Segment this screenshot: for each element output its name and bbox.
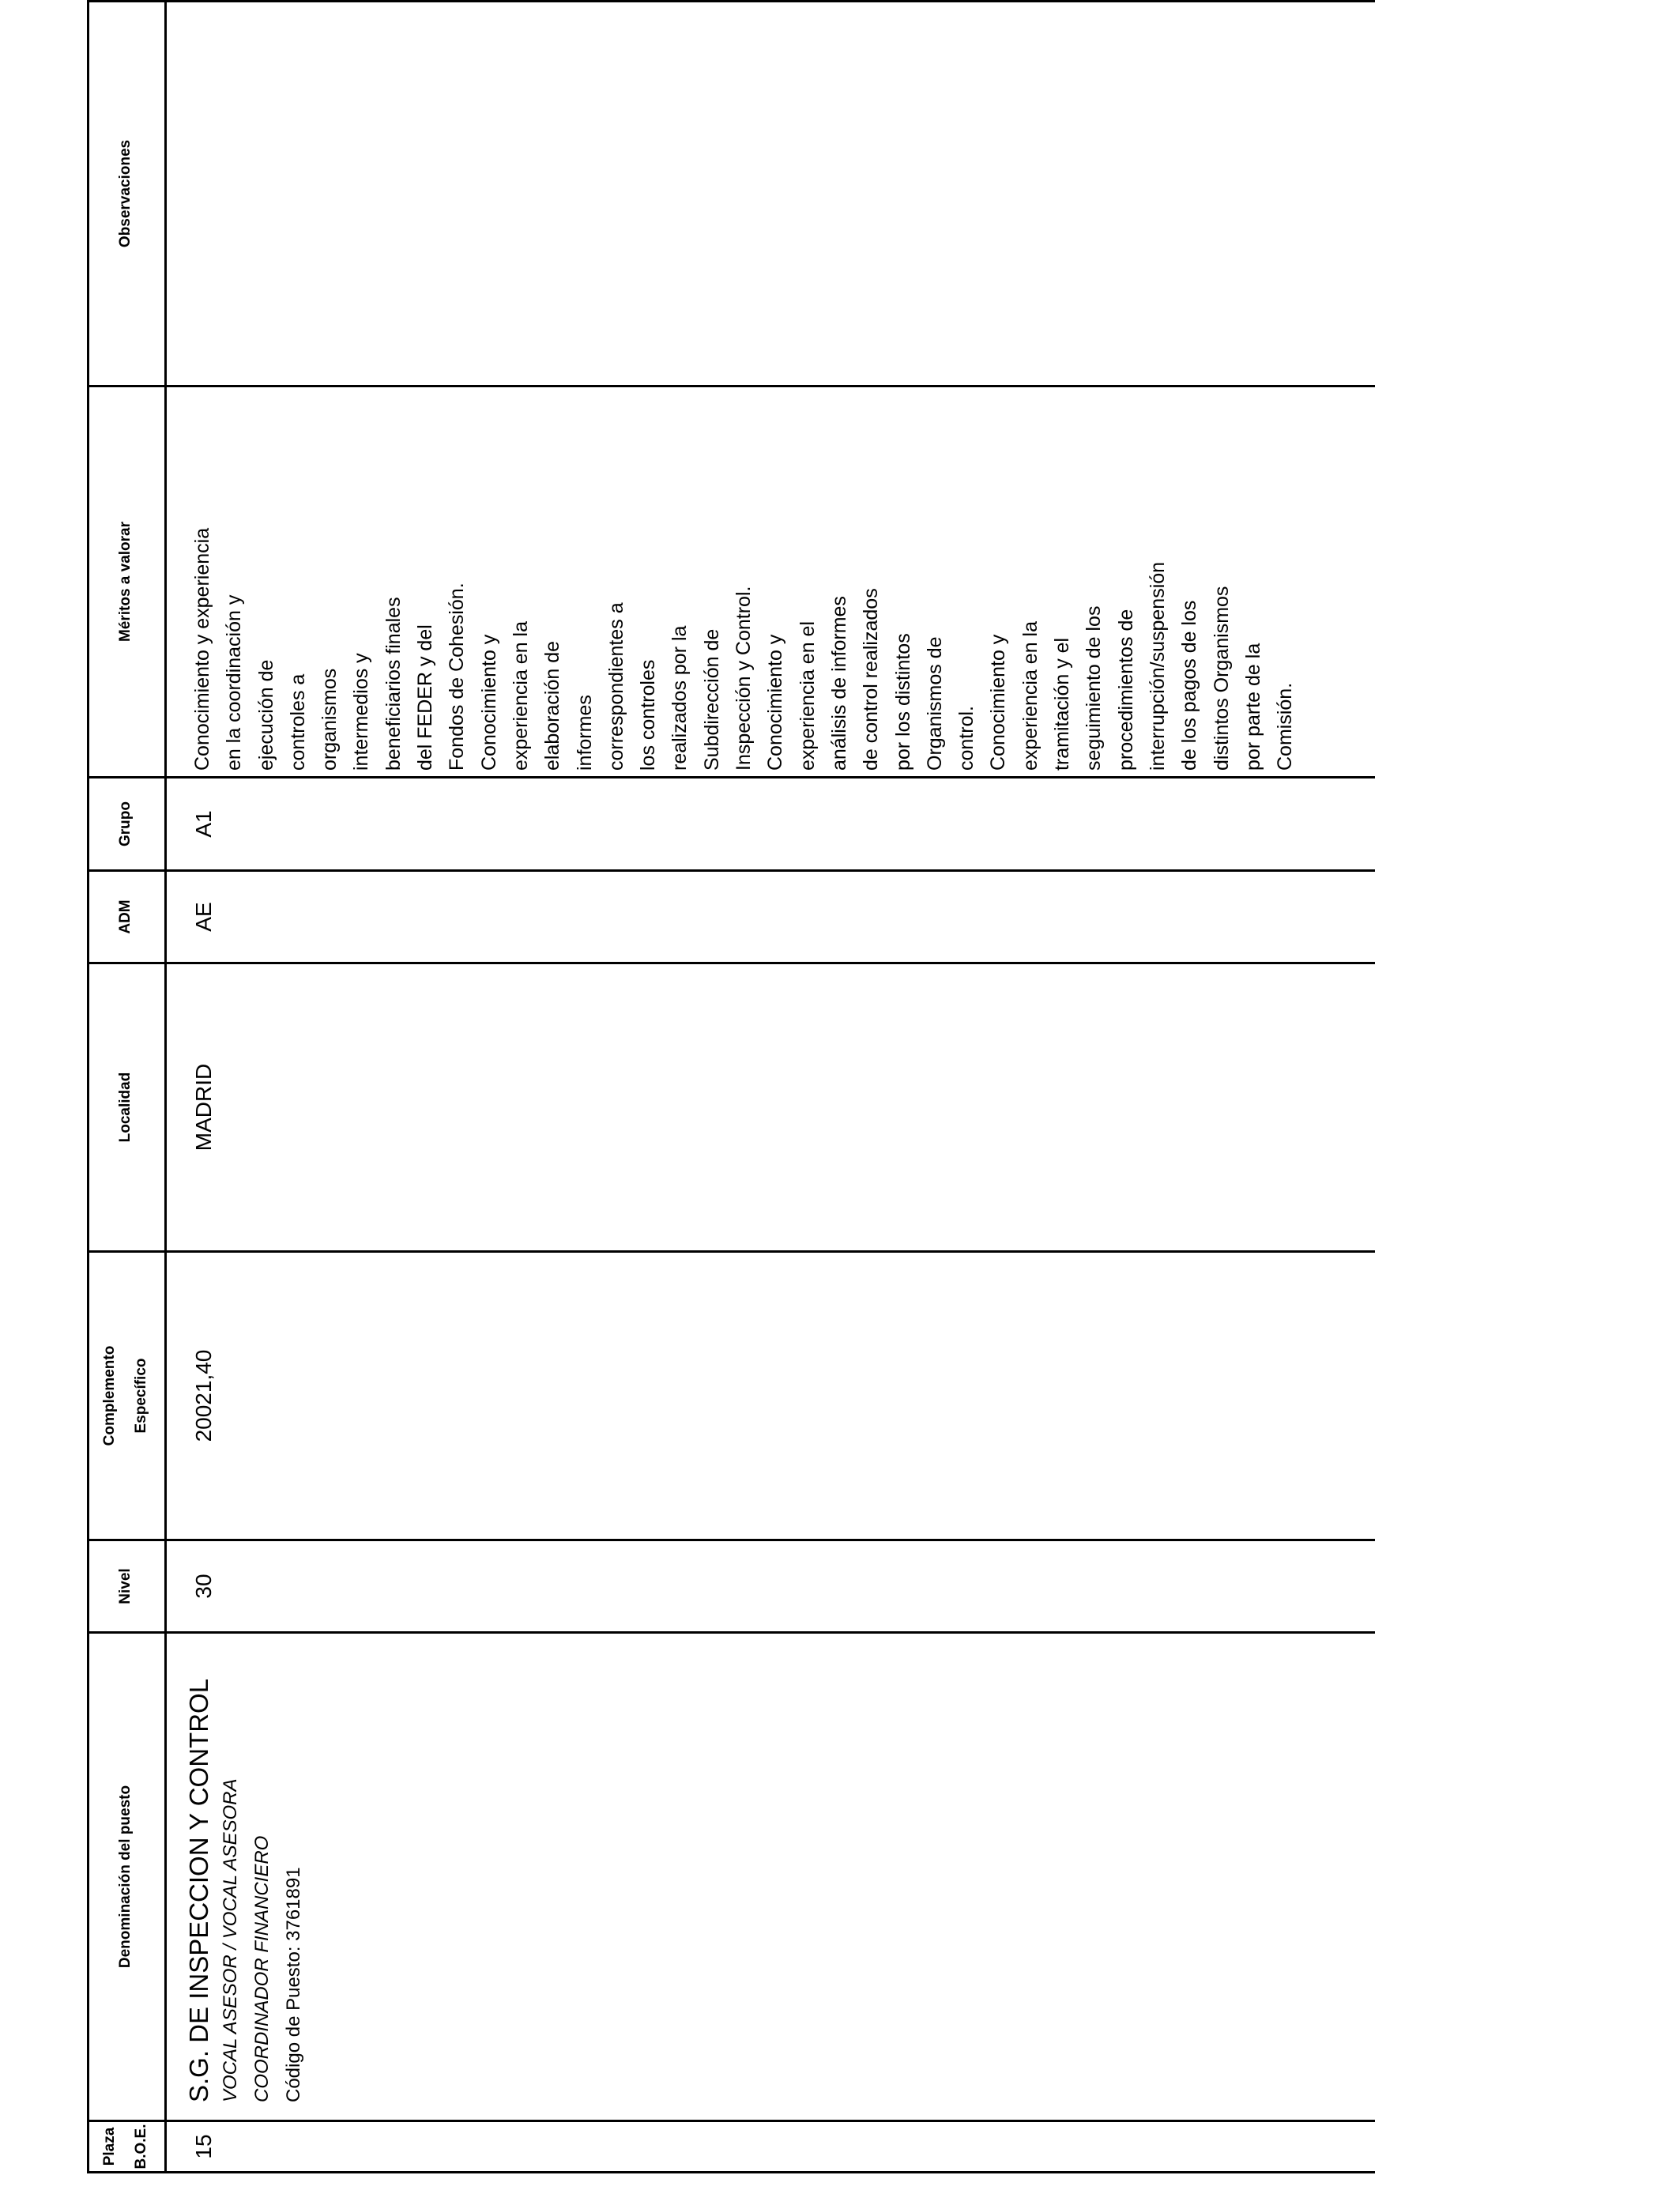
meritos-line: en la coordinación y bbox=[223, 594, 246, 771]
header-nivel bbox=[87, 1541, 164, 1631]
cell-localidad: MADRID bbox=[191, 1063, 216, 1152]
cell-complemento: 20021,40 bbox=[191, 1349, 216, 1442]
meritos-line: Organismos de bbox=[923, 636, 946, 771]
header-meritos-label: Méritos a valorar bbox=[117, 521, 134, 643]
col-divider-plaza bbox=[87, 2120, 1375, 2122]
col-divider-denominacion bbox=[87, 1631, 1375, 1634]
meritos-line: realizados por la bbox=[669, 625, 691, 771]
meritos-line: de los pagos de los bbox=[1178, 600, 1201, 771]
header-complemento-line1: Complemento bbox=[101, 1345, 118, 1446]
header-adm-label: ADM bbox=[117, 899, 134, 934]
cell-adm: AE bbox=[191, 902, 216, 932]
meritos-line: organismos bbox=[318, 668, 341, 771]
header-observaciones bbox=[87, 2, 164, 385]
cell-denominacion bbox=[183, 1636, 310, 2102]
meritos-line: experiencia en la bbox=[1019, 620, 1042, 771]
meritos-line: Inspección y Control. bbox=[733, 586, 755, 771]
col-divider-adm bbox=[87, 869, 1375, 872]
meritos-line: ejecución de bbox=[254, 659, 277, 771]
meritos-line: Conocimiento y bbox=[987, 634, 1010, 771]
meritos-line: de control realizados bbox=[860, 588, 883, 771]
puesto-line2: COORDINADOR FINANCIERO bbox=[251, 1835, 273, 2102]
meritos-line: controles a bbox=[286, 673, 309, 771]
header-meritos bbox=[87, 387, 164, 776]
header-localidad-label: Localidad bbox=[117, 1072, 134, 1143]
col-divider-localidad bbox=[87, 962, 1375, 964]
cell-nivel: 30 bbox=[191, 1574, 216, 1599]
meritos-line: Conocimiento y bbox=[477, 634, 500, 771]
col-divider-meritos bbox=[87, 385, 1375, 387]
meritos-line: seguimiento de los bbox=[1083, 605, 1106, 771]
meritos-line: Fondos de Cohesión. bbox=[446, 582, 469, 771]
cell-meritos bbox=[186, 390, 1301, 771]
meritos-line: análisis de informes bbox=[827, 596, 850, 771]
meritos-line: procedimientos de bbox=[1114, 609, 1137, 771]
unidad-title: S.G. DE INSPECCION Y CONTROL bbox=[184, 1678, 213, 2102]
meritos-line: Subdirección de bbox=[700, 628, 723, 771]
cell-plaza: 15 bbox=[191, 2134, 216, 2159]
meritos-line: interrupción/suspensión bbox=[1146, 561, 1169, 771]
header-bottom-border bbox=[164, 0, 167, 2173]
meritos-line: Conocimiento y bbox=[764, 634, 787, 771]
meritos-line: por los distintos bbox=[891, 633, 914, 771]
header-observaciones-label: Observaciones bbox=[117, 139, 134, 248]
meritos-line: intermedios y bbox=[350, 653, 373, 771]
header-denominacion bbox=[87, 1634, 164, 2120]
meritos-line: del FEDER y del bbox=[414, 624, 437, 771]
meritos-line: por parte de la bbox=[1241, 643, 1264, 771]
header-nivel-label: Nivel bbox=[117, 1568, 134, 1604]
meritos-line: informes bbox=[573, 695, 596, 771]
puesto-line1: VOCAL ASESOR / VOCAL ASESORA bbox=[220, 1778, 241, 2102]
meritos-line: elaboración de bbox=[541, 640, 564, 771]
header-complemento-line2: Específico bbox=[133, 1358, 149, 1434]
meritos-line: experiencia en la bbox=[509, 620, 532, 771]
header-plaza bbox=[87, 2122, 164, 2171]
header-plaza-line1: Plaza bbox=[101, 2127, 118, 2166]
meritos-line: Conocimiento y experiencia bbox=[191, 527, 213, 771]
header-grupo-label: Grupo bbox=[117, 801, 134, 846]
header-grupo bbox=[87, 778, 164, 869]
col-divider-nivel bbox=[87, 1539, 1375, 1541]
rotated-table bbox=[87, 0, 1375, 2173]
table-left-border bbox=[87, 2171, 1375, 2173]
meritos-line: Comisión. bbox=[1274, 682, 1297, 771]
col-divider-grupo bbox=[87, 776, 1375, 778]
meritos-line: beneficiarios finales bbox=[382, 597, 405, 771]
cell-grupo: A1 bbox=[191, 810, 216, 838]
col-divider-complemento bbox=[87, 1250, 1375, 1253]
meritos-line: control. bbox=[955, 706, 978, 771]
header-plaza-line2: B.O.E. bbox=[133, 2124, 149, 2169]
meritos-line: experiencia en el bbox=[796, 620, 819, 771]
meritos-line: los controles bbox=[637, 659, 660, 771]
header-denominacion-label: Denominación del puesto bbox=[117, 1785, 134, 1969]
header-adm bbox=[87, 872, 164, 962]
meritos-line: distintos Organismos bbox=[1210, 586, 1233, 771]
meritos-line: tramitación y el bbox=[1051, 637, 1074, 771]
codigo-puesto: Código de Puesto: 3761891 bbox=[283, 1867, 304, 2102]
meritos-line: correspondientes a bbox=[605, 602, 627, 771]
header-complemento bbox=[87, 1253, 164, 1539]
header-localidad bbox=[87, 964, 164, 1250]
table-right-border bbox=[87, 0, 1375, 2]
